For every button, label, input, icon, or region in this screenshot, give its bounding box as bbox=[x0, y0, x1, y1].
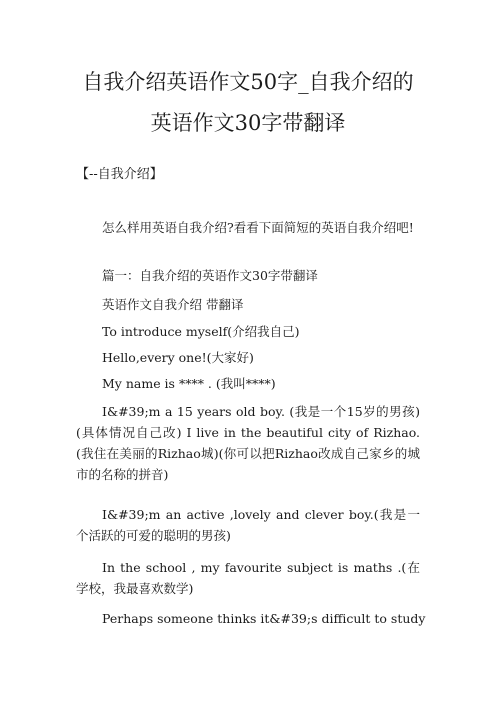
body-paragraph: In the school , my favourite subject is maths .(在学校，我最喜欢数学) bbox=[76, 560, 420, 596]
body-line: 英语作文自我介绍 带翻译 bbox=[102, 297, 244, 312]
body-paragraph: I&#39;m an active ,lovely and clever boy.(我是一个活跃的可爱的聪明的男孩) bbox=[76, 507, 420, 543]
body-line: 篇一：自我介绍的英语作文30字带翻译 bbox=[102, 268, 318, 283]
document-title-line-1: 自我介绍英语作文50字_自我介绍的 bbox=[82, 70, 414, 94]
body-line: Hello,every one!(大家好) bbox=[102, 350, 254, 365]
document-title-line-2: 英语作文30字带翻译 bbox=[150, 111, 346, 135]
body-line: Perhaps someone thinks it&#39;s difficult to study bbox=[102, 611, 426, 626]
body-paragraph: I&#39;m a 15 years old boy. (我是一个15岁的男孩)(具体情况自己改) I live in the beautiful city of Rizhao.(我住在美丽的Rizhao城)(你可以把Rizhao改成自己家乡的城市的名称的拼音) bbox=[76, 404, 420, 482]
section-label: 【--自我介绍】 bbox=[76, 167, 163, 182]
body-paragraph: 怎么样用英语自我介绍?看看下面简短的英语自我介绍吧! bbox=[102, 220, 414, 235]
body-line: My name is **** . (我叫****) bbox=[102, 376, 276, 391]
body-line: To introduce myself(介绍我自己) bbox=[102, 324, 300, 339]
